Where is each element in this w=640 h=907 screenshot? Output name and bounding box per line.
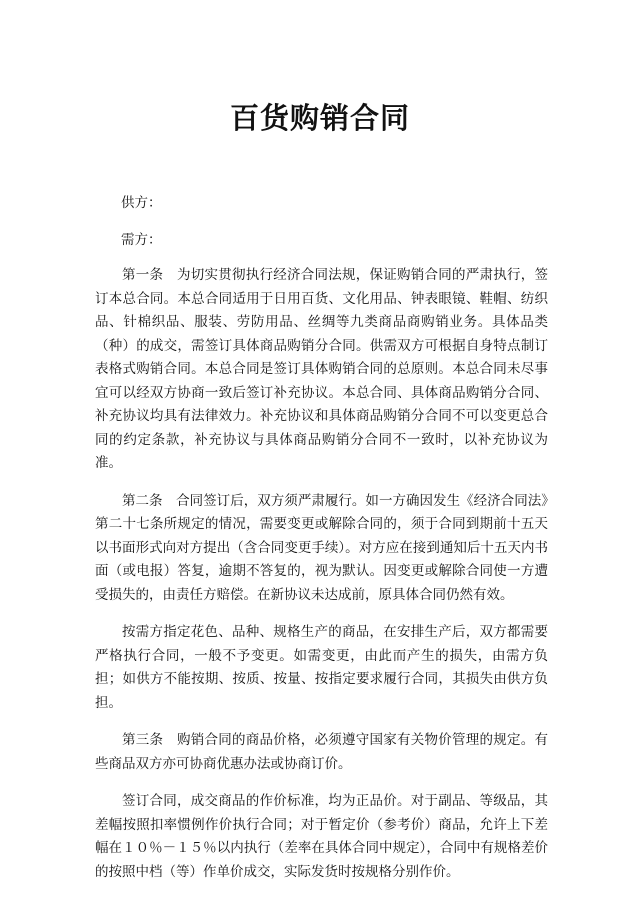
article-3-pricing-paragraph: 签订合同，成交商品的作价标准，均为正品价。对于副品、等级品，其差幅按照扣率惯例作价执行合同；对于暂定价（参考价）商品，允许上下差幅在１０％－１５％以内执行（差率在具体合同中规定），合同中有规格差价的按照中档（等）作单价成交，实际发货时按规格分别作价。 <box>95 793 548 880</box>
article-3-paragraph: 第三条 购销合同的商品价格，必须遵守国家有关物价管理的规定。有些商品双方亦可协商优惠办法或协商订价。 <box>95 732 548 772</box>
buyer-label: 需方： <box>121 232 162 248</box>
article-2-custom-order-paragraph: 按需方指定花色、品种、规格生产的商品，在安排生产后，双方都需要严格执行合同，一般不予变更。如需变更，由此而产生的损失，由需方负担；如供方不能按期、按质、按量、按指定要求履行合同，其损失由供方负担。 <box>95 624 548 711</box>
article-1-paragraph: 第一条 为切实贯彻执行经济合同法规，保证购销合同的严肃执行，签订本总合同。本总合同适用于日用百货、文化用品、钟表眼镜、鞋帽、纺织品、针棉织品、服装、劳防用品、丝绸等九类商品商购销业务。具体品类（种）的成交，需签订具体商品购销分合同。供需双方可根据自身特点制订表格式购销合同。本总合同是签订具体购销合同的总原则。本总合同未尽事宜可以经双方协商一致后签订补充协议。本总合同、具体商品购销分合同、补充协议均具有法律效力。补充协议和具体商品购销分合同不可以变更总合同的约定条款，补充协议与具体商品购销分合同不一致时，以补充协议为准。 <box>95 267 548 471</box>
supplier-label: 供方： <box>121 195 162 211</box>
article-2-paragraph: 第二条 合同签订后，双方须严肃履行。如一方确因发生《经济合同法》第二十七条所规定的情况，需要变更或解除合同的，须于合同到期前十五天以书面形式向对方提出（含合同变更手续）。对方应在接到通知后十五天内书面（或电报）答复，逾期不答复的，视为默认。因变更或解除合同使一方遭受损失的，由责任方赔偿。在新协议未达成前，原具体合同仍然有效。 <box>95 492 548 603</box>
document-title: 百货购销合同 <box>229 101 410 135</box>
contract-body <box>95 264 548 898</box>
